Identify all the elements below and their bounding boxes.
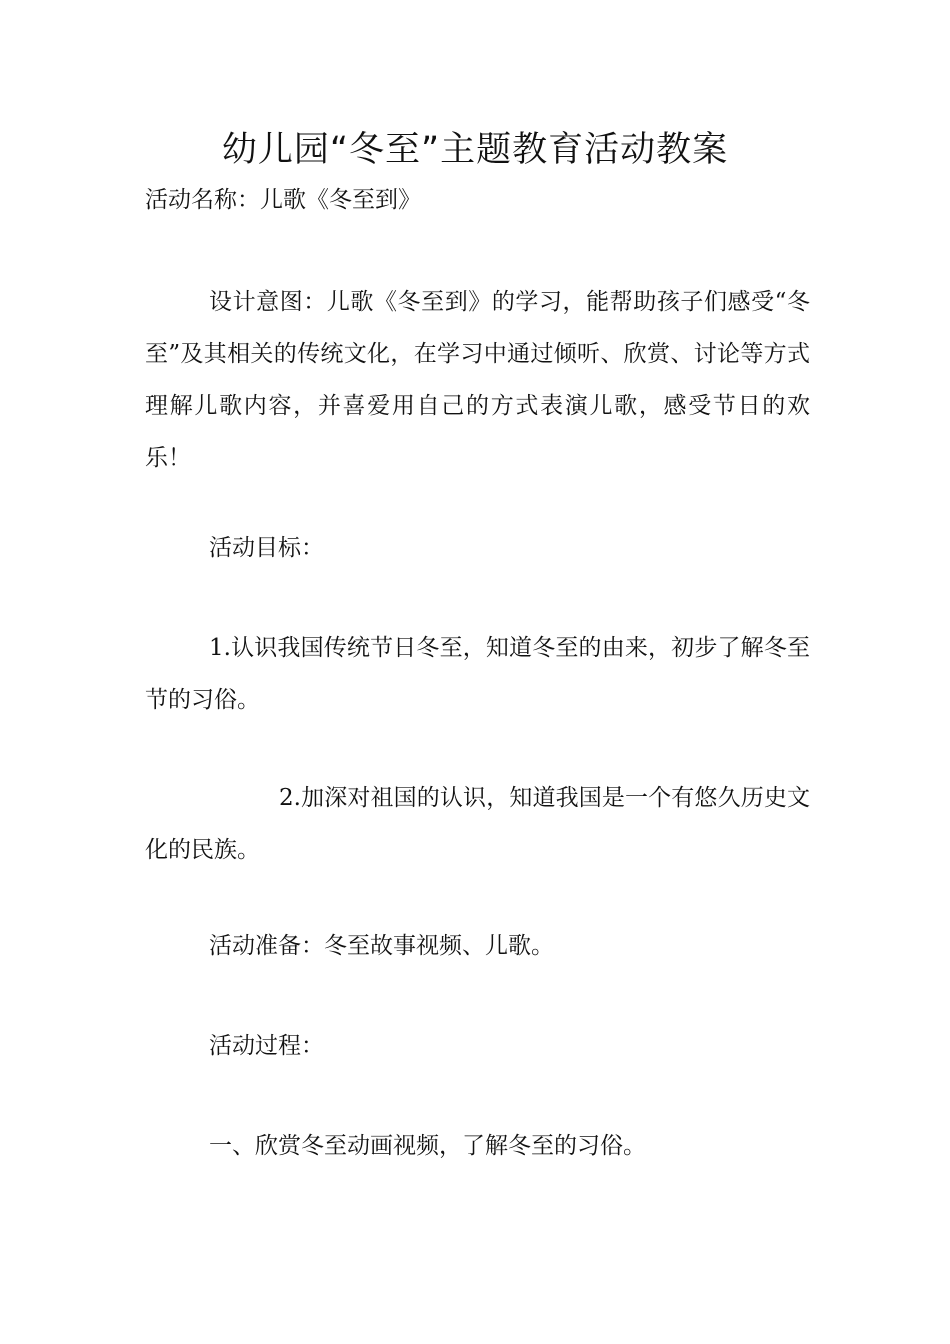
- goal-item-2: 2.加深对祖国的认识，知道我国是一个有悠久历史文化的民族。: [145, 785, 810, 863]
- design-intent-paragraph: 设计意图：儿歌《冬至到》的学习，能帮助孩子们感受“冬至”及其相关的传统文化，在学习中通过倾听、欣赏、讨论等方式理解儿歌内容，并喜爱用自己的方式表演儿歌，感受节日的欢乐！: [145, 289, 810, 471]
- preparation-paragraph: 活动准备：冬至故事视频、儿歌。: [209, 933, 554, 959]
- goal-item-1: 1.认识我国传统节日冬至，知道冬至的由来，初步了解冬至节的习俗。: [145, 635, 810, 713]
- goals-heading: 活动目标：: [209, 535, 324, 561]
- process-heading: 活动过程：: [209, 1033, 324, 1059]
- document-title: 幼儿园“冬至”主题教育活动教案: [221, 130, 729, 170]
- process-step-1: 一、欣赏冬至动画视频，了解冬至的习俗。: [209, 1133, 646, 1159]
- activity-name: 活动名称：儿歌《冬至到》: [145, 187, 421, 213]
